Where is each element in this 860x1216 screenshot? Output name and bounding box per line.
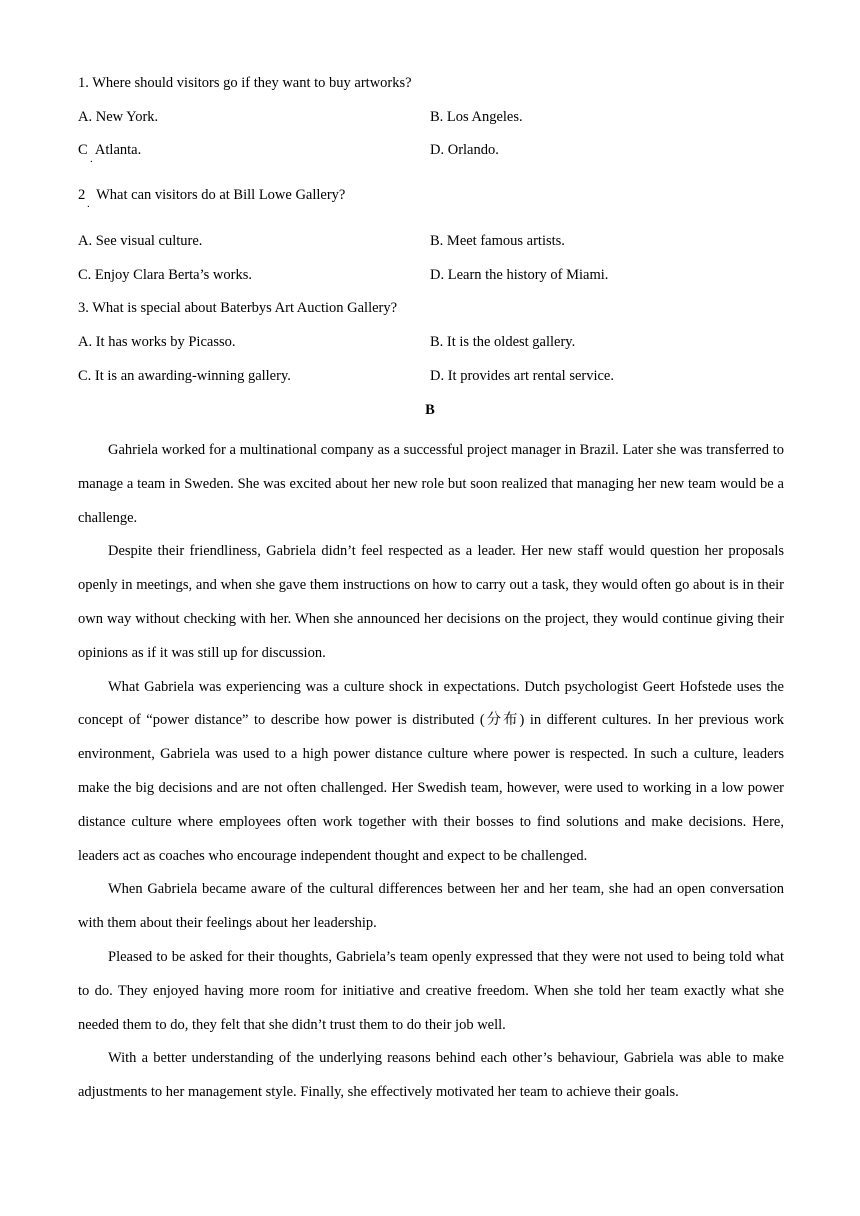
question-2-number: 2 . (78, 187, 90, 210)
passage-paragraph-4: When Gabriela became aware of the cultural differences between her and her team, she had an open conversation with them about their feelings about her leadership. (78, 881, 784, 932)
question-2-stem (78, 185, 346, 210)
question-3-option-d: D. It provides art rental service. (430, 368, 614, 384)
passage-paragraph-6: With a better understanding of the underlying reasons behind each other’s behaviour, Gabriela was able to make adjustments to her management style. Finally, she effectively motivated her team to achieve their goals. (78, 1050, 784, 1101)
question-1-option-a: A. New York. (78, 109, 159, 125)
question-2-option-b: B. Meet famous artists. (430, 233, 565, 249)
question-1-option-c-letter: C . (78, 142, 93, 165)
question-1-option-c (78, 140, 142, 165)
reading-passage (78, 434, 784, 1110)
question-3-stem: 3. What is special about Baterbys Art Auction Gallery? (78, 300, 398, 316)
passage-paragraph-5: Pleased to be asked for their thoughts, Gabriela’s team openly expressed that they were not used to being told what to do. They enjoyed having more room for initiative and creative freedom. When she told her team exactly what she needed them to do, they felt that she didn’t trust them to do their job well. (78, 948, 784, 1033)
question-1-option-c-text: Atlanta. (94, 142, 142, 158)
question-2-stem-text: What can visitors do at Bill Lowe Gallery? (96, 187, 346, 203)
passage-paragraph-3: What Gabriela was experiencing was a culture shock in expectations. Dutch psychologist Geert Hofstede uses the concept of “power distance” to describe how power is distributed (分布) in different cultures. In her previous work environment, Gabriela was used to a high power distance culture where power is respected. In such a culture, leaders make the big decisions and are not often challenged. Her Swedish team, however, were used to working in a low power distance culture where employees often work together with their bosses to find solutions and make decisions. Here, leaders act as coaches who encourage independent thought and expect to be challenged. (78, 678, 784, 864)
emphasis-dot: . (90, 153, 93, 165)
emphasis-dot: . (87, 198, 90, 210)
question-2-option-d: D. Learn the history of Miami. (430, 267, 609, 283)
question-2-option-c: C. Enjoy Clara Berta’s works. (78, 267, 252, 283)
question-1-option-b: B. Los Angeles. (430, 109, 523, 125)
passage-paragraph-1: Gahriela worked for a multinational company as a successful project manager in Brazil. Later she was transferred to manage a team in Sweden. She was excited about her new role but soon realized that managing her new team would be a challenge. (78, 442, 784, 526)
passage-paragraph-2: Despite their friendliness, Gabriela didn’t feel respected as a leader. Her new staff would question her proposals openly in meetings, and when she gave them instructions on how to carry out a task, they would often go about is in their own way without checking with her. When she announced her decisions on the project, they would continue giving their opinions as if it was still up for discussion. (78, 543, 784, 661)
question-3-option-c: C. It is an awarding-winning gallery. (78, 368, 291, 384)
question-1-option-d: D. Orlando. (430, 142, 499, 158)
section-heading: B (425, 402, 435, 418)
question-1-stem: 1. Where should visitors go if they want to buy artworks? (78, 75, 412, 91)
question-2-option-a: A. See visual culture. (78, 233, 203, 249)
question-3-option-a: A. It has works by Picasso. (78, 334, 236, 350)
question-3-option-b: B. It is the oldest gallery. (430, 334, 576, 350)
